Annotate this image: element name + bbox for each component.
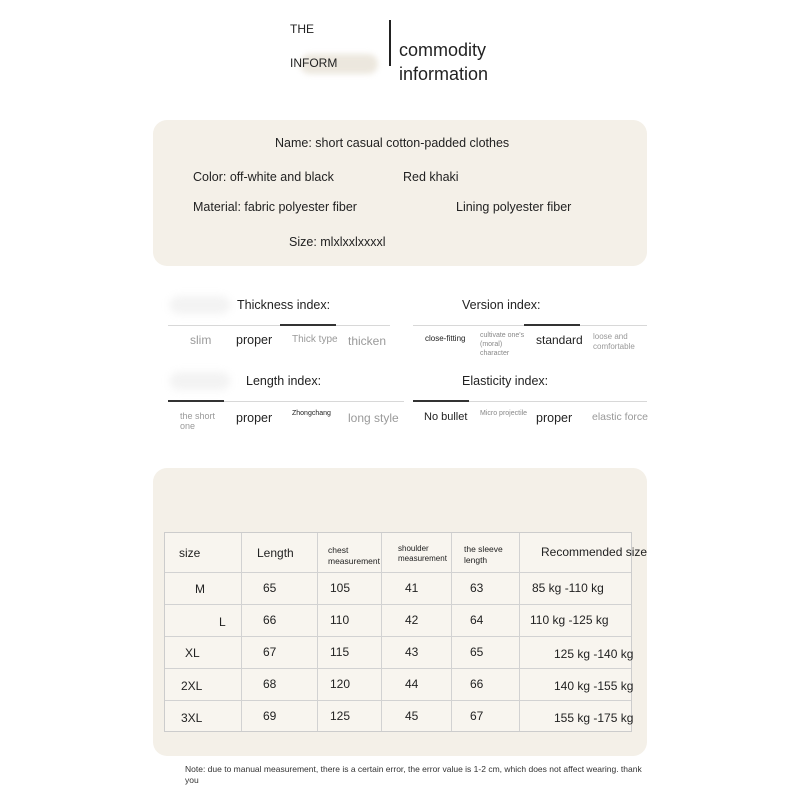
table-cell-chest: 115 (330, 645, 350, 659)
table-col-divider (241, 533, 242, 731)
table-row-divider (165, 604, 631, 605)
version-option-loose: loose and comfortable (593, 332, 635, 351)
table-cell-recommended: 155 kg -175 kg (554, 711, 634, 725)
table-row-divider (165, 572, 631, 573)
table-cell-length: 69 (263, 709, 277, 723)
table-col-divider (519, 533, 520, 731)
header-title-line2: information (399, 64, 489, 84)
table-cell-recommended: 140 kg -155 kg (554, 679, 634, 693)
table-cell-size: 2XL (181, 679, 203, 693)
table-cell-shoulder: 43 (405, 645, 419, 659)
thickness-scale-line (168, 325, 390, 326)
length-option-zhongchang: Zhongchang (292, 410, 331, 417)
table-cell-recommended: 85 kg -110 kg (532, 581, 604, 595)
table-cell-length: 66 (263, 613, 277, 627)
version-option-close-fitting: close-fitting (425, 334, 466, 343)
thickness-index-title: Thickness index: (237, 298, 331, 312)
info-material: Material: fabric polyester fiber (193, 200, 357, 214)
table-cell-size: 3XL (181, 711, 203, 725)
elasticity-option-no-bullet: No bullet (424, 411, 468, 423)
table-cell-length: 67 (263, 645, 277, 659)
table-cell-length: 68 (263, 677, 277, 691)
header-the: THE (290, 22, 314, 36)
table-cell-shoulder: 42 (405, 613, 419, 627)
table-cell-recommended: 110 kg -125 kg (530, 613, 609, 627)
version-scale-marker (524, 324, 580, 326)
table-cell-sleeve: 63 (470, 581, 484, 595)
header-title-line1: commodity (399, 40, 487, 60)
info-color-secondary: Red khaki (403, 170, 459, 184)
table-header-size: size (179, 546, 201, 560)
table-cell-size: L (219, 615, 226, 629)
thickness-option-proper: proper (236, 333, 273, 347)
elasticity-index-title: Elasticity index: (462, 374, 549, 388)
header-divider (389, 20, 391, 66)
table-cell-sleeve: 64 (470, 613, 484, 627)
length-title-bg (170, 372, 230, 390)
table-cell-chest: 125 (330, 709, 351, 723)
length-index-title: Length index: (246, 374, 322, 388)
table-cell-sleeve: 67 (470, 709, 484, 723)
table-cell-length: 65 (263, 581, 277, 595)
table-cell-shoulder: 41 (405, 581, 419, 595)
length-option-short: the short one (180, 411, 216, 431)
info-name: Name: short casual cotton-padded clothes (275, 136, 510, 150)
table-header-sleeve: the sleeve length (464, 544, 503, 565)
length-option-proper: proper (236, 411, 273, 425)
table-row-divider (165, 700, 631, 701)
info-color: Color: off-white and black (193, 170, 334, 184)
version-index-title: Version index: (462, 298, 541, 312)
table-cell-chest: 110 (330, 613, 350, 627)
length-option-long-style: long style (348, 411, 399, 425)
info-size: Size: mlxlxxlxxxxl (289, 235, 386, 249)
elasticity-scale-marker (413, 400, 469, 402)
length-scale-marker (168, 400, 224, 402)
table-header-recommended: Recommended size (541, 545, 648, 559)
info-lining: Lining polyester fiber (456, 200, 572, 214)
table-cell-size: M (195, 582, 205, 596)
thickness-option-thicken: thicken (348, 334, 387, 348)
thickness-scale-marker (280, 324, 336, 326)
table-cell-sleeve: 66 (470, 677, 484, 691)
table-col-divider (317, 533, 318, 731)
table-cell-shoulder: 44 (405, 677, 419, 691)
thickness-option-thick-type: Thick type (292, 334, 338, 345)
version-option-standard: standard (536, 333, 583, 347)
table-header-shoulder: shoulder measurement (398, 544, 447, 563)
table-row-divider (165, 668, 631, 669)
thickness-option-slim: slim (190, 333, 212, 347)
version-option-cultivate: cultivate one's (moral) character (480, 332, 525, 357)
size-table (164, 532, 648, 732)
table-cell-size: XL (185, 646, 200, 660)
table-cell-chest: 105 (330, 581, 351, 595)
table-row-divider (165, 636, 631, 637)
table-cell-recommended: 125 kg -140 kg (554, 647, 634, 661)
measurement-note: Note: due to manual measurement, there is a certain error, the error value is 1-2 cm, which does not affect wearing. thank you (185, 764, 642, 785)
table-header-length: Length (257, 546, 294, 560)
elasticity-option-elastic-force: elastic force (592, 411, 649, 423)
table-cell-chest: 120 (330, 677, 351, 691)
elasticity-option-proper: proper (536, 411, 573, 425)
header-inform: INFORM (290, 56, 338, 70)
table-cell-shoulder: 45 (405, 709, 419, 723)
table-header-chest: chest measurement (328, 545, 380, 566)
table-cell-sleeve: 65 (470, 645, 484, 659)
elasticity-option-micro: Micro projectile (480, 410, 528, 417)
thickness-title-bg (170, 296, 230, 314)
